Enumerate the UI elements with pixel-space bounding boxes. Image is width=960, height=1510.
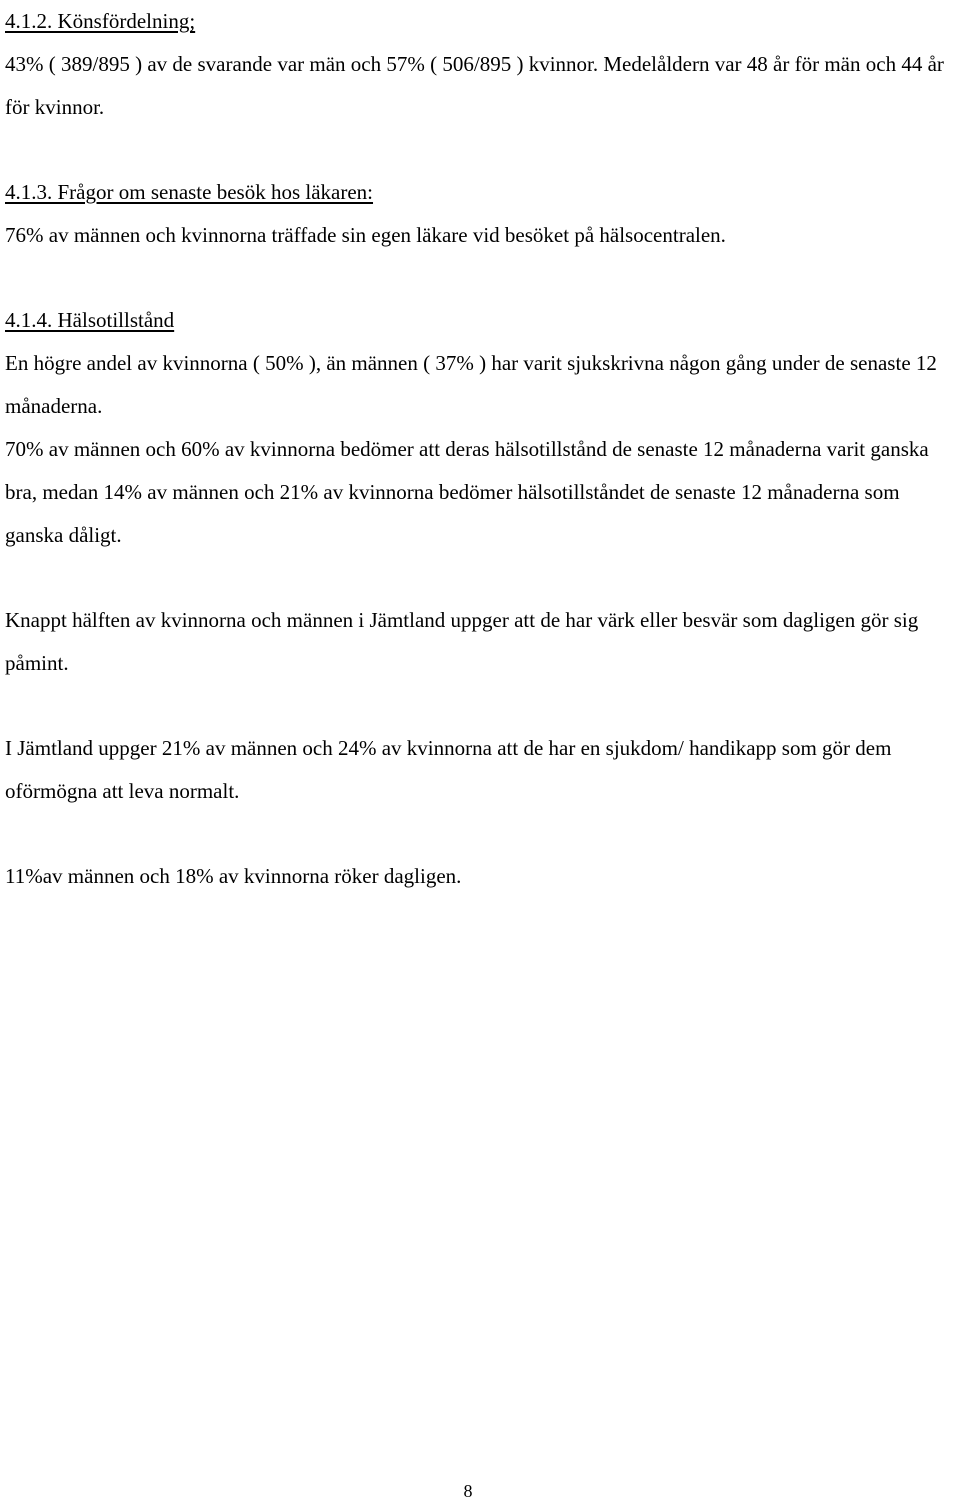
- section-paragraph: 70% av männen och 60% av kvinnorna bedömer att deras hälsotillstånd de senaste 12 månaderna varit ganska bra, medan 14% av männen och 21% av kvinnorna bedömer hälsotillståndet de senaste 12 månaderna som ganska dåligt.: [5, 437, 929, 547]
- section-halsotillstand: [5, 299, 955, 557]
- section-heading: 4.1.3. Frågor om senaste besök hos läkaren:: [5, 180, 374, 204]
- paragraph-smoking: 11%av männen och 18% av kvinnorna röker dagligen.: [5, 864, 462, 888]
- section-heading: 4.1.4. Hälsotillstånd: [5, 308, 175, 332]
- document-page: [5, 0, 955, 898]
- paragraph-pain: Knappt hälften av kvinnorna och männen i Jämtland uppger att de har värk eller besvär som dagligen gör sig påmint.: [5, 608, 919, 675]
- page-number: 8: [463, 1481, 473, 1501]
- section-paragraph: 76% av männen och kvinnorna träffade sin egen läkare vid besöket på hälsocentralen.: [5, 223, 726, 247]
- section-heading: 4.1.2. Könsfördelning;: [5, 9, 196, 33]
- section-paragraph: En högre andel av kvinnorna ( 50% ), än männen ( 37% ) har varit sjukskrivna någon gång under de senaste 12 månaderna.: [5, 351, 937, 418]
- section-konsfordelning: [5, 0, 955, 129]
- paragraph-disability: I Jämtland uppger 21% av männen och 24% av kvinnorna att de har en sjukdom/ handikapp som gör dem oförmögna att leva normalt.: [5, 736, 892, 803]
- section-paragraph: 43% ( 389/895 ) av de svarande var män och 57% ( 506/895 ) kvinnor. Medelåldern var 48 år för män och 44 år för kvinnor.: [5, 52, 944, 119]
- section-lakarbesok: [5, 171, 955, 257]
